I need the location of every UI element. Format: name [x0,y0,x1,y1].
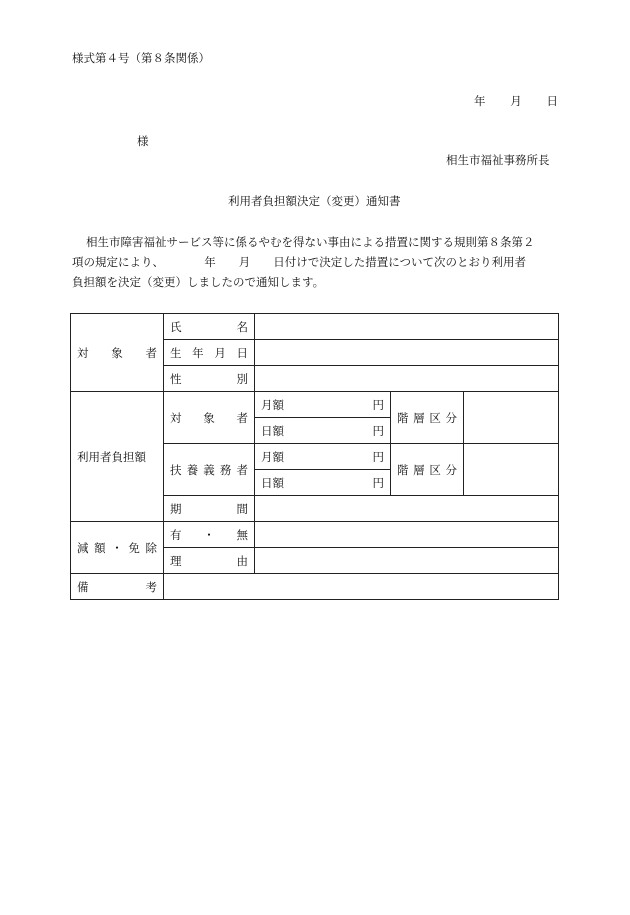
supporter-tier-value[interactable] [464,444,559,496]
birthdate-value[interactable] [255,340,559,366]
target-monthly-amount[interactable]: 月額 円 [255,392,391,418]
day-label: 日 [546,94,558,108]
burden-header: 利用者負担額 [71,392,164,522]
sex-value[interactable] [255,366,559,392]
remarks-label: 備 考 [71,574,164,600]
body-line-2: 項の規定により、 年 月 日付けで決定した措置について次のとおり利用者 [72,255,527,269]
supporter-monthly-amount[interactable]: 月額 円 [255,444,391,470]
period-value[interactable] [255,496,559,522]
period-label: 期 間 [164,496,255,522]
body-line-3: 負担額を決定（変更）しましたので通知します。 [72,275,325,289]
target-tier-label: 階 層 区 分 [391,392,464,444]
document-title: 利用者負担額決定（変更）通知書 [228,194,401,208]
supporter-daily-amount[interactable]: 日額 円 [255,470,391,496]
issuer: 相生市福祉事務所長 [446,153,550,167]
presence-value[interactable] [255,522,559,548]
reduction-header: 減 額 ・ 免 除 [71,522,164,574]
sex-label: 性 別 [164,366,255,392]
name-label: 氏 名 [164,314,255,340]
notification-table [70,313,559,600]
body-line-1: 相生市障害福祉サービス等に係るやむを得ない事由による措置に関する規則第８条第２ [86,235,535,249]
date-line [474,93,558,109]
body-text [72,232,562,292]
form-number: 様式第４号（第８条関係） [72,51,210,65]
subject-header: 対 象 者 [71,314,164,392]
reason-label: 理 由 [164,548,255,574]
target-daily-amount[interactable]: 日額 円 [255,418,391,444]
supporter-tier-label: 階 層 区 分 [391,444,464,496]
birthdate-label: 生 年 月 日 [164,340,255,366]
target-tier-value[interactable] [464,392,559,444]
recipient-suffix: 様 [137,134,149,148]
name-value[interactable] [255,314,559,340]
year-label: 年 [474,94,486,108]
remarks-value[interactable] [164,574,559,600]
supporter-label: 扶 養 義 務 者 [164,444,255,496]
target-person-label: 対 象 者 [164,392,255,444]
month-label: 月 [510,94,522,108]
reason-value[interactable] [255,548,559,574]
presence-label: 有 ・ 無 [164,522,255,548]
